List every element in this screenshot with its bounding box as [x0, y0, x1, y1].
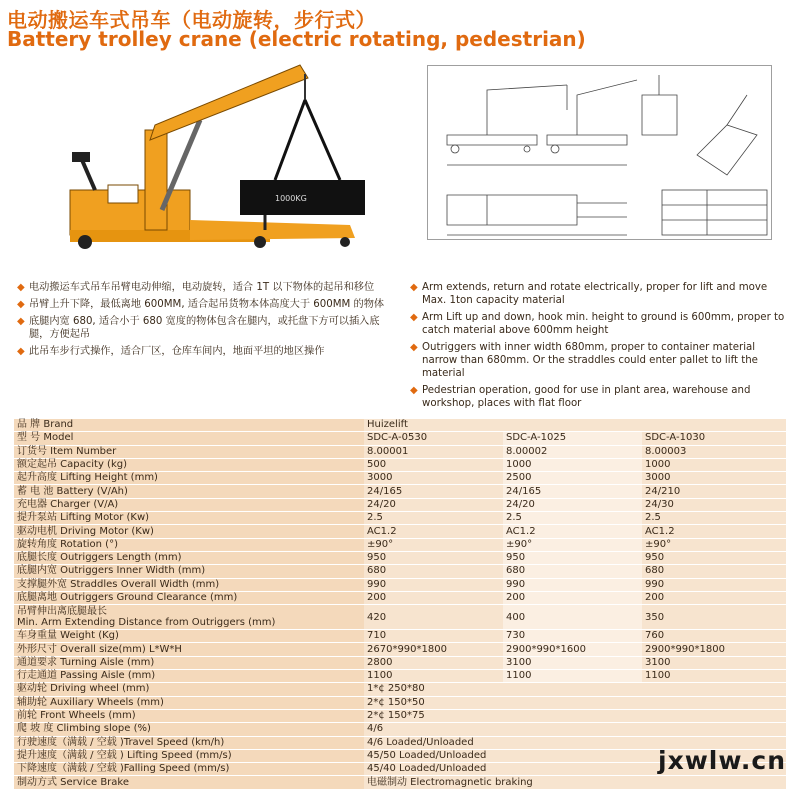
spec-value: 2.5: [364, 512, 503, 525]
spec-value: 24/165: [503, 485, 642, 498]
spec-value: 1*¢ 250*80: [364, 683, 786, 696]
spec-row: [14, 565, 786, 578]
feature-item: ◆ 吊臂上升下降，最低离地 600MM, 适合起吊货物本体高度大于 600MM 的物体: [17, 299, 385, 310]
spec-row: [14, 445, 786, 458]
spec-value: ±90°: [503, 538, 642, 551]
spec-label: 行走通道 Passing Aisle (mm): [14, 670, 364, 683]
spec-value: AC1.2: [642, 525, 786, 538]
spec-value: 990: [503, 578, 642, 591]
spec-label: 起升高度 Lifting Height (mm): [14, 472, 364, 485]
spec-value: 200: [642, 591, 786, 604]
spec-value: ±90°: [642, 538, 786, 551]
title-chinese: 电动搬运车式吊车（电动旋转，步行式）: [7, 8, 376, 32]
spec-row: [14, 723, 786, 736]
spec-label: 支撑腿外宽 Straddles Overall Width (mm): [14, 578, 364, 591]
bullet-icon: ◆: [410, 342, 418, 353]
spec-row: [14, 643, 786, 656]
spec-value: 950: [364, 551, 503, 564]
spec-label: 爬 坡 度 Climbing slope (%): [14, 723, 364, 736]
spec-value: 400: [503, 605, 642, 630]
spec-label: 品 牌 Brand: [14, 419, 364, 432]
spec-value: 45/50 Loaded/Unloaded: [364, 749, 786, 762]
spec-row: [14, 605, 786, 630]
spec-value: 24/20: [503, 498, 642, 511]
spec-value: 3100: [642, 656, 786, 669]
spec-value: 200: [364, 591, 503, 604]
spec-value: 990: [642, 578, 786, 591]
spec-value: 3100: [503, 656, 642, 669]
spec-row: [14, 432, 786, 445]
spec-label: 下降速度（满载 / 空载 )Falling Speed (mm/s): [14, 763, 364, 776]
spec-label: 充电器 Charger (V/A): [14, 498, 364, 511]
bullet-icon: ◆: [410, 282, 418, 293]
feature-item: ◆ Pedestrian operation, good for use in plant area, warehouse and workshop, places with flat floor: [410, 385, 751, 409]
spec-value: Huizelift: [364, 419, 786, 432]
spec-value: 1000: [503, 458, 642, 471]
spec-label: [14, 605, 364, 630]
spec-row: [14, 512, 786, 525]
spec-value: 710: [364, 630, 503, 643]
spec-row: [14, 458, 786, 471]
spec-value: 24/30: [642, 498, 786, 511]
spec-label: 旋转角度 Rotation (°): [14, 538, 364, 551]
spec-value: 1100: [503, 670, 642, 683]
feature-item: ◆ 底腿内宽 680, 适合小于 680 宽度的物体包含在腿内，或托盘下方可以插入底腿，方便起吊: [17, 316, 380, 340]
spec-label: 蓄 电 池 Battery (V/Ah): [14, 485, 364, 498]
spec-label: 外形尺寸 Overall size(mm) L*W*H: [14, 643, 364, 656]
spec-label: 型 号 Model: [14, 432, 364, 445]
spec-value: 420: [364, 605, 503, 630]
spec-label: 提升速度（满载 / 空载 ) Lifting Speed (mm/s): [14, 749, 364, 762]
spec-table: [14, 419, 786, 790]
spec-value: 2500: [503, 472, 642, 485]
spec-value: 730: [503, 630, 642, 643]
spec-value: 2*¢ 150*75: [364, 709, 786, 722]
bullet-icon: ◆: [17, 316, 25, 327]
spec-label: 底腿内宽 Outriggers Inner Width (mm): [14, 565, 364, 578]
spec-label: 驱动电机 Driving Motor (Kw): [14, 525, 364, 538]
spec-row: [14, 498, 786, 511]
spec-label: 额定起吊 Capacity (kg): [14, 458, 364, 471]
spec-label: 车身重量 Weight (Kg): [14, 630, 364, 643]
spec-value: SDC-A-1030: [642, 432, 786, 445]
spec-value: 350: [642, 605, 786, 630]
spec-value: 8.00001: [364, 445, 503, 458]
spec-value: 3000: [364, 472, 503, 485]
spec-value: 2.5: [642, 512, 786, 525]
site-watermark: jxwlw.cn: [658, 746, 786, 775]
spec-row: [14, 696, 786, 709]
spec-row: [14, 551, 786, 564]
spec-value: 680: [503, 565, 642, 578]
spec-value: 2800: [364, 656, 503, 669]
feature-item: ◆ Arm extends, return and rotate electrically, proper for lift and move Max. 1ton capacity material: [410, 282, 768, 306]
spec-label: 通道要求 Turning Aisle (mm): [14, 656, 364, 669]
feature-item: ◆ 此吊车步行式操作，适合厂区，仓库车间内，地面平坦的地区操作: [17, 346, 325, 357]
spec-row: [14, 656, 786, 669]
feature-list-chinese: [17, 281, 387, 362]
spec-value: 2670*990*1800: [364, 643, 503, 656]
spec-value: 24/210: [642, 485, 786, 498]
spec-value: 4/6 Loaded/Unloaded: [364, 736, 786, 749]
spec-row: [14, 776, 786, 789]
spec-value: 24/165: [364, 485, 503, 498]
spec-value: 760: [642, 630, 786, 643]
feature-item: ◆ 电动搬运车式吊车吊臂电动伸缩，电动旋转，适合 1T 以下物体的起吊和移位: [17, 282, 375, 293]
spec-value: 2.5: [503, 512, 642, 525]
spec-row: [14, 591, 786, 604]
spec-value: 8.00002: [503, 445, 642, 458]
spec-value: 200: [503, 591, 642, 604]
spec-row: [14, 683, 786, 696]
spec-row: [14, 670, 786, 683]
bullet-icon: ◆: [410, 312, 418, 323]
bullet-icon: ◆: [17, 346, 25, 357]
spec-row: [14, 538, 786, 551]
spec-value: 2900*990*1800: [642, 643, 786, 656]
spec-label: 底腿离地 Outriggers Ground Clearance (mm): [14, 591, 364, 604]
spec-row: [14, 472, 786, 485]
spec-value: 990: [364, 578, 503, 591]
spec-value: 2*¢ 150*50: [364, 696, 786, 709]
feature-item: ◆ Outriggers with inner width 680mm, proper to container material narrow than 680mm. Or the straddles could enter pallet to lift the material: [410, 342, 758, 379]
spec-value: AC1.2: [503, 525, 642, 538]
feature-item: ◆ Arm Lift up and down, hook min. height to ground is 600mm, proper to catch material above 600mm height: [410, 312, 785, 336]
spec-value: ±90°: [364, 538, 503, 551]
title-english: Battery trolley crane (electric rotating, pedestrian): [7, 27, 586, 51]
spec-value: 45/40 Loaded/Unloaded: [364, 763, 786, 776]
bullet-icon: ◆: [410, 385, 418, 396]
crane-photo: [50, 60, 380, 255]
spec-row: [14, 485, 786, 498]
spec-value: 4/6: [364, 723, 786, 736]
spec-label: 前轮 Front Wheels (mm): [14, 709, 364, 722]
spec-label-line: Min. Arm Extending Distance from Outriggers (mm): [17, 617, 276, 629]
spec-value: AC1.2: [364, 525, 503, 538]
spec-value: SDC-A-1025: [503, 432, 642, 445]
spec-row: [14, 419, 786, 432]
spec-label: 提升泵站 Lifting Motor (Kw): [14, 512, 364, 525]
spec-label-line: 吊臂伸出离底腿最长: [17, 606, 107, 618]
spec-label: 行驶速度（满载 / 空载 )Travel Speed (km/h): [14, 736, 364, 749]
spec-value: 24/20: [364, 498, 503, 511]
spec-value: SDC-A-0530: [364, 432, 503, 445]
spec-row: [14, 578, 786, 591]
technical-drawing: [427, 65, 772, 240]
weight-label: 1000KG: [275, 194, 307, 203]
spec-label: 制动方式 Service Brake: [14, 776, 364, 789]
spec-value: 680: [642, 565, 786, 578]
spec-value: 2900*990*1600: [503, 643, 642, 656]
spec-label: 底腿长度 Outriggers Length (mm): [14, 551, 364, 564]
spec-row: [14, 709, 786, 722]
spec-label: 订货号 Item Number: [14, 445, 364, 458]
spec-value: 1100: [642, 670, 786, 683]
spec-value: 680: [364, 565, 503, 578]
spec-value: 500: [364, 458, 503, 471]
spec-label: 辅助轮 Auxiliary Wheels (mm): [14, 696, 364, 709]
spec-value: 1100: [364, 670, 503, 683]
spec-value: 1000: [642, 458, 786, 471]
spec-row: [14, 630, 786, 643]
bullet-icon: ◆: [17, 282, 25, 293]
spec-value: 950: [503, 551, 642, 564]
spec-label: 驱动轮 Driving wheel (mm): [14, 683, 364, 696]
spec-row: [14, 525, 786, 538]
bullet-icon: ◆: [17, 299, 25, 310]
spec-value: 8.00003: [642, 445, 786, 458]
spec-value: 电磁制动 Electromagnetic braking: [364, 776, 786, 789]
feature-list-english: [410, 281, 785, 414]
spec-value: 3000: [642, 472, 786, 485]
spec-value: 950: [642, 551, 786, 564]
